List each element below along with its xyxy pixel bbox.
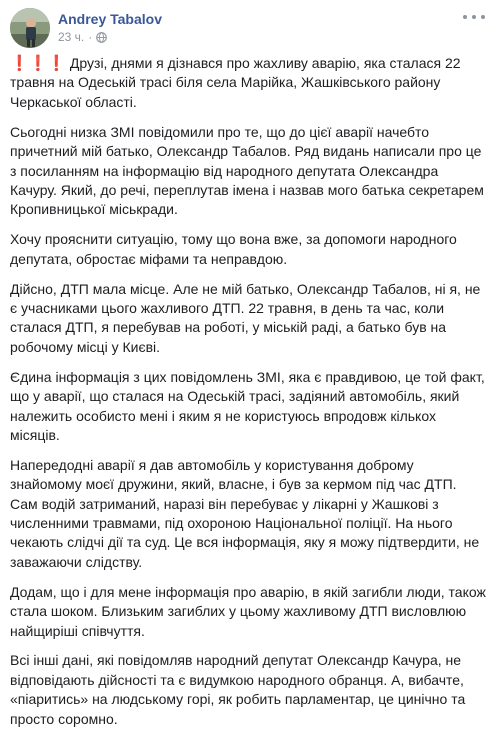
post-paragraph: Сьогодні низка ЗМІ повідомили про те, що до цієї аварії начебто причетний мій батько, Олександр Табалов. Ряд видань написали про це з посиланням на інформацію від народного депутата Олександра Качуру. Який, до речі, переплутав імена і назвав мого батька секретарем Кропивницької міськради. — [10, 123, 484, 218]
globe-icon[interactable] — [96, 32, 107, 43]
post-paragraph: Додам, що і для мене інформація про аварію, в якій загибли люди, також стала шоком. Близьким загиблих у цьому жахливому ДТП висловлюю найщиріші співчуття. — [10, 583, 486, 639]
post-timestamp[interactable]: 23 ч. — [58, 30, 85, 44]
post-paragraph — [10, 54, 486, 112]
post-paragraph: Всі інші дані, які повідомляв народний депутат Олександр Качура, не відповідають дійсності та є видумкою народного обранця. А, вибачте, «піаритись» на людському горі, як робить парламентар, це цинічно та просто соромно. — [10, 652, 466, 727]
post-meta — [58, 30, 107, 44]
post-paragraph: Хочу прояснити ситуацію, тому що вона вже, за допомоги народного депутата, обростає міфами та неправдою. — [10, 231, 457, 267]
post-header — [10, 8, 487, 48]
avatar-photo-icon — [10, 8, 50, 48]
post-paragraph: Напередодні аварії я дав автомобіль у користування доброму знайомому моєї дружини, який, власне, і був за кермом під час ДТП. Сам водій затриманий, наразі він перебуває у лікарні у Жашкові з численними травмами, під охороною Національної поліції. На нього чекають слідчі дії та суд. Це вся інформація, яку я можу підтвердити, не заважаючи слідству. — [10, 456, 480, 570]
post-paragraph: Дійсно, ДТП мала місце. Але не мій батько, Олександр Табалов, ні я, не є учасниками цього жахливого ДТП. 22 травня, в день та час, коли сталася ДТП, я перебував на роботі, у міській раді, а батько був на робочому місці у Києві. — [10, 280, 481, 355]
paragraph-text: Друзі, днями я дізнався про жахливу аварію, яка сталася 22 травня на Одеській трасі біля села Марійка, Жашківського району Черкаської області. — [10, 55, 461, 110]
post-paragraph: Єдина інформація з цих повідомлень ЗМІ, яка є правдивою, це той факт, що у аварії, що сталася на Одеській трасі, задіяний автомобіль, який належить особисто мені і яким я не користуюсь впродовж кількох місяців. — [10, 368, 485, 443]
more-options-icon[interactable] — [463, 10, 485, 24]
meta-separator: · — [88, 30, 93, 44]
author-name[interactable]: Andrey Tabalov — [58, 11, 162, 27]
post-body — [10, 54, 486, 740]
avatar[interactable] — [10, 8, 50, 48]
exclamation-emoji: ❗❗❗ — [10, 55, 67, 72]
